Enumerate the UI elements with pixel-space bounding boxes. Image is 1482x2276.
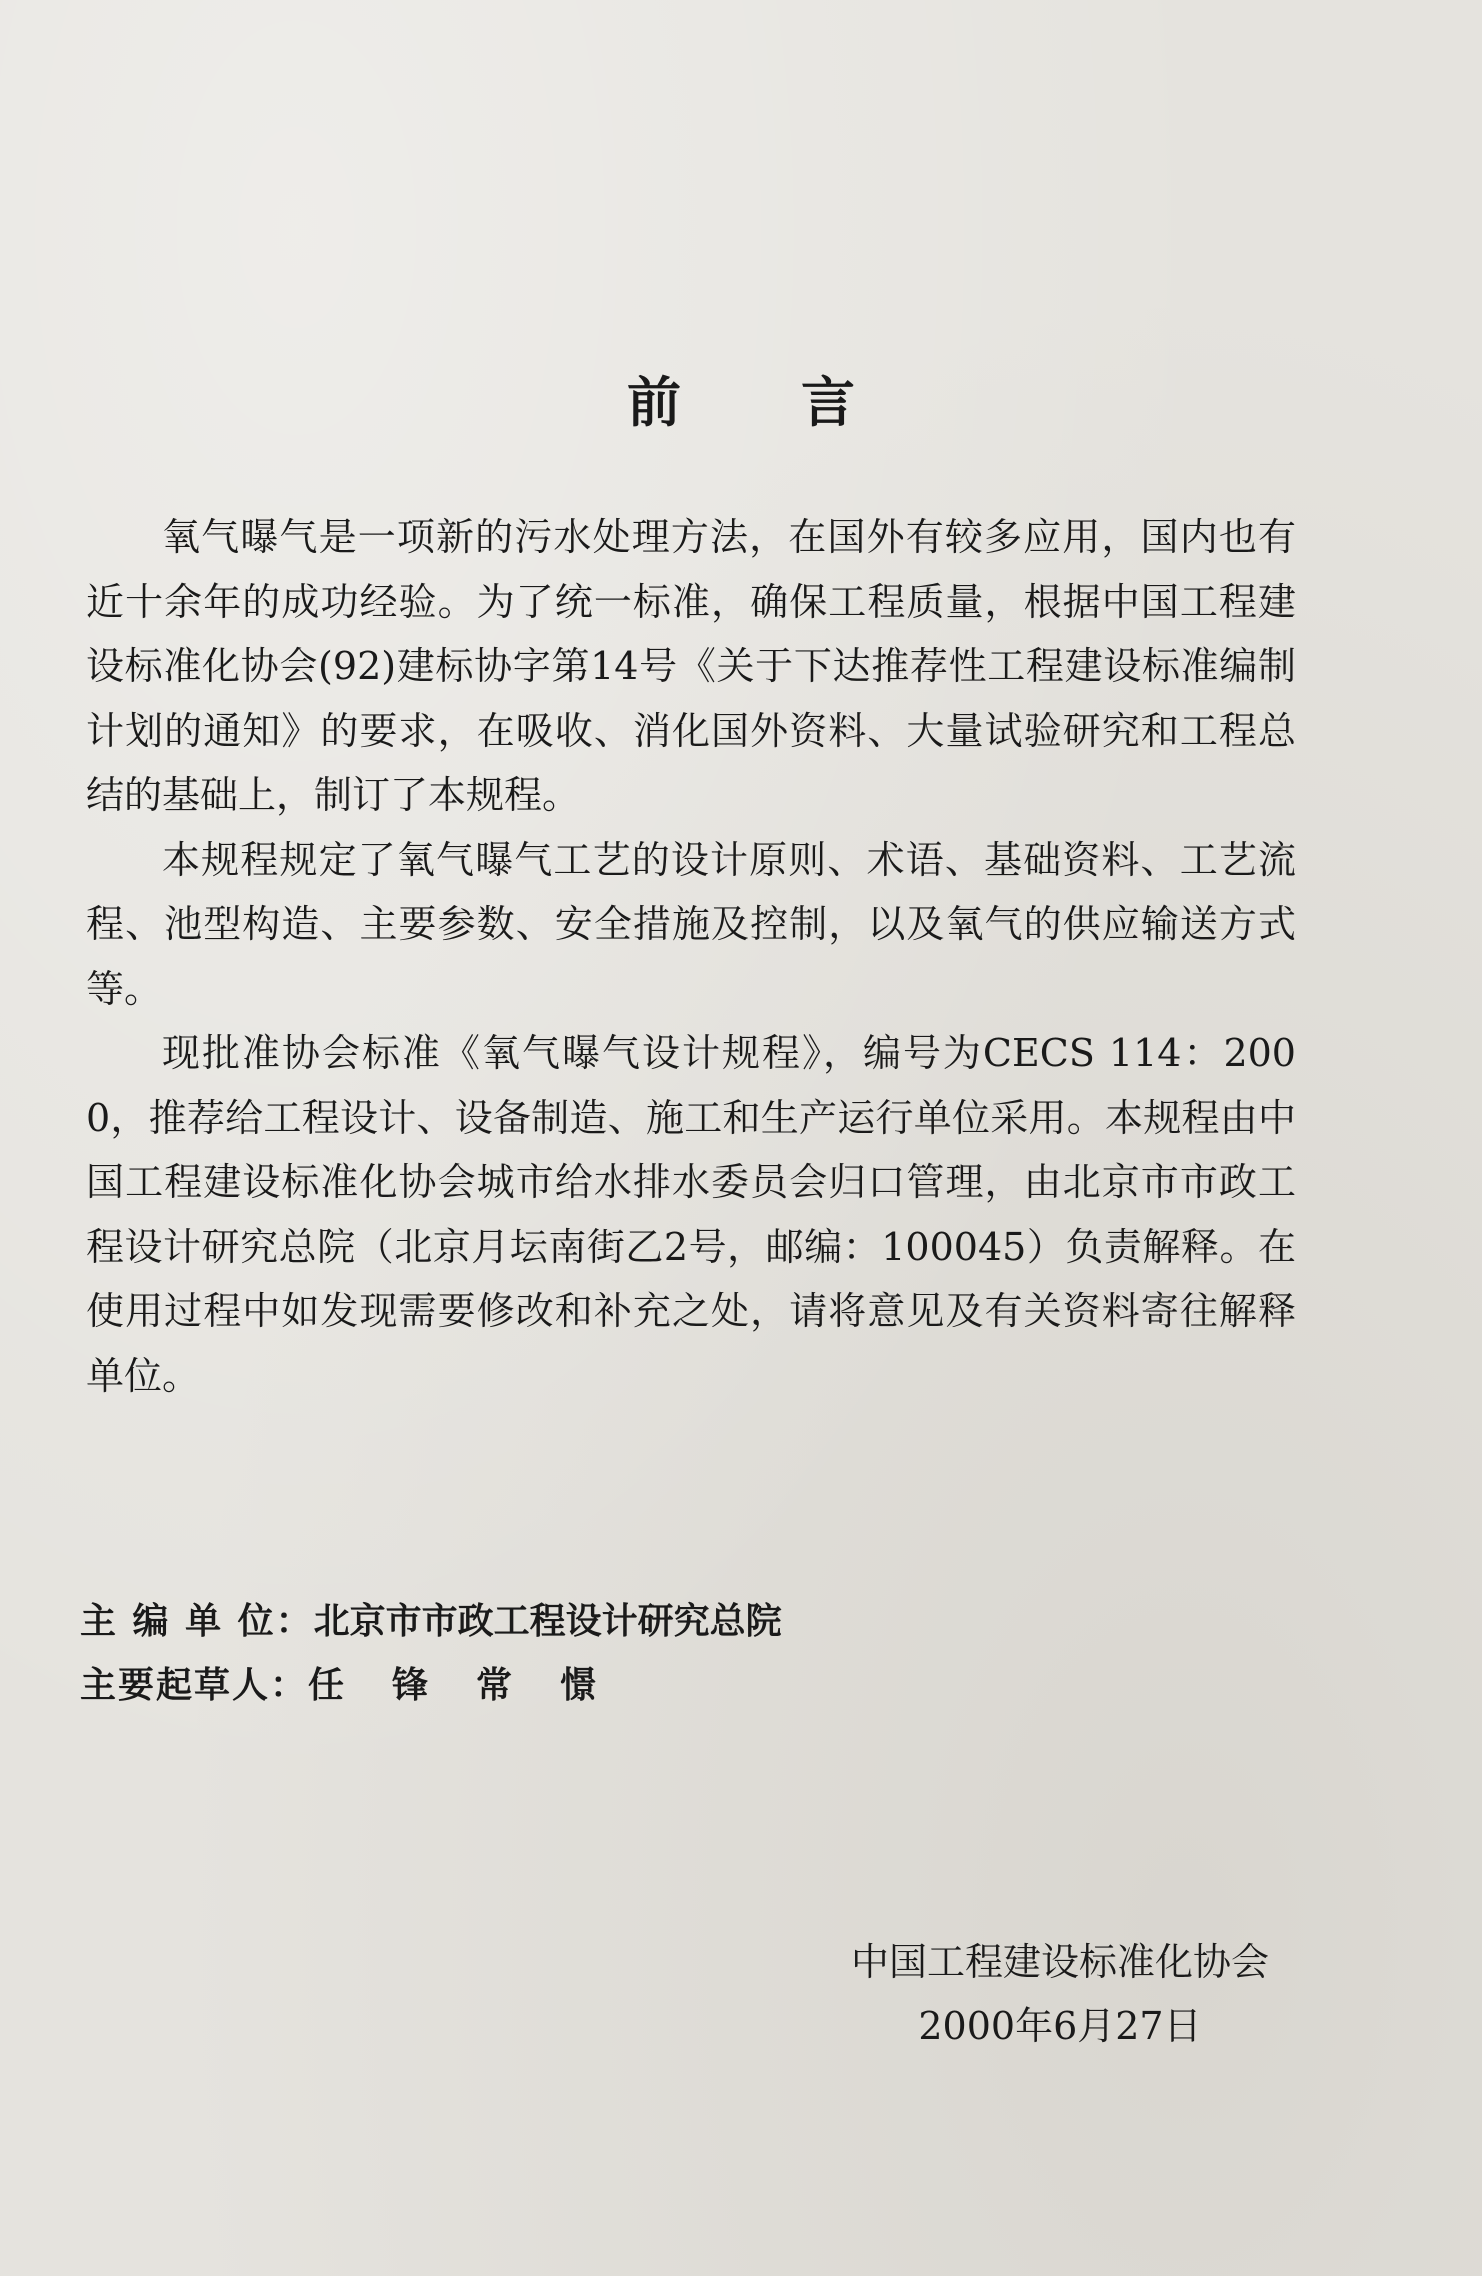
credits-block — [80, 1590, 1180, 1718]
page-title: 前言 — [627, 371, 975, 434]
paragraph-2: 本规程规定了氧气曝气工艺的设计原则、术语、基础资料、工艺流程、池型构造、主要参数、安全措施及控制，以及氧气的供应输送方式等。 — [86, 837, 1296, 1011]
drafter-label: 主要起草人： — [80, 1665, 309, 1706]
paragraph-1: 氧气曝气是一项新的污水处理方法，在国外有较多应用，国内也有近十余年的成功经验。为了统一标准，确保工程质量，根据中国工程建设标准化协会(92)建标协字第14号《关于下达推荐性工程建设标准编制计划的通知》的要求，在吸收、消化国外资料、大量试验研究和工程总结的基础上，制订了本规程。 — [86, 515, 1296, 817]
drafter-names: 任锋常憬 — [308, 1665, 645, 1706]
chief-editor-row — [80, 1590, 1180, 1654]
drafter-row — [80, 1654, 1180, 1718]
issuer-block — [810, 1930, 1310, 2058]
chief-editor-label: 主 编 单 位： — [80, 1601, 314, 1642]
preface-body — [86, 505, 1296, 1408]
issue-date: 2000年6月27日 — [918, 2004, 1202, 2048]
issuer-name: 中国工程建设标准化协会 — [850, 1940, 1269, 1984]
chief-editor-value: 北京市市政工程设计研究总院 — [313, 1601, 782, 1642]
paragraph-3: 现批准协会标准《氧气曝气设计规程》，编号为CECS 114：2000，推荐给工程设计、设备制造、施工和生产运行单位采用。本规程由中国工程建设标准化协会城市给水排水委员会归口管理，由北京市市政工程设计研究总院（北京月坛南街乙2号，邮编：100045）负责解释。在使用过程中如发现需要修改和补充之处，请将意见及有关资料寄往解释单位。 — [86, 1031, 1296, 1398]
